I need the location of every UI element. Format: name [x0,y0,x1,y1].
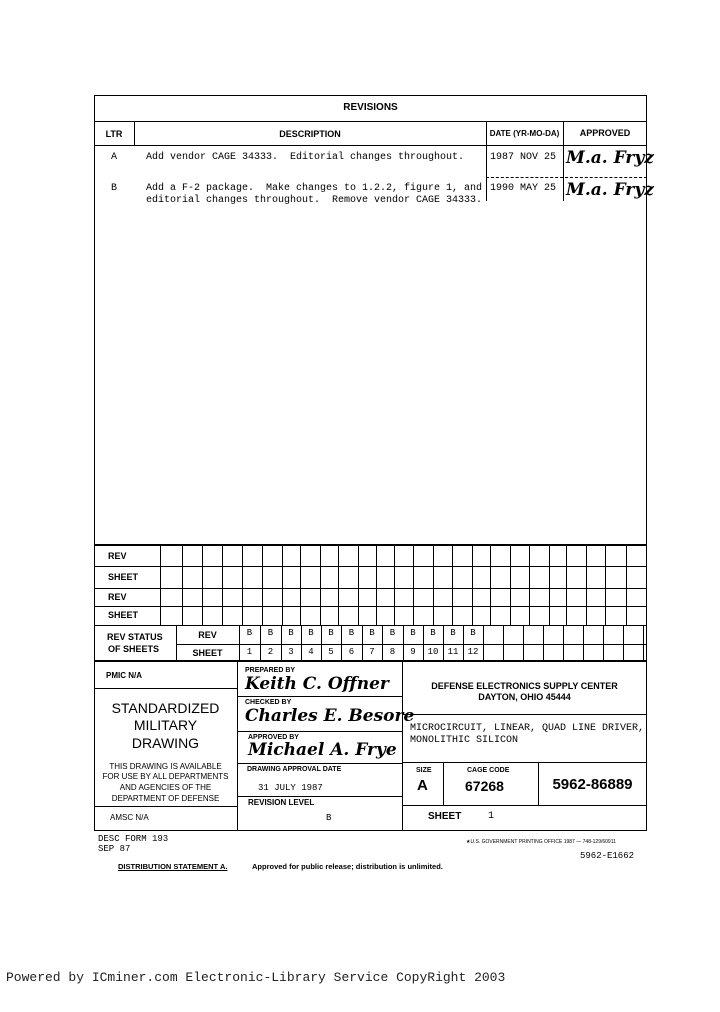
sheet-number-cell: 3 [288,647,294,657]
distribution-text: Approved for public release; distribution is unlimited. [252,862,443,871]
sheet-number-cell: 4 [308,647,314,657]
ltr-header: LTR [105,129,123,139]
prepared-by-signature: Keith C. Offner [245,674,389,694]
approval-date-label: DRAWING APPROVAL DATE [247,766,342,773]
prepared-by-label: PREPARED BY [245,667,296,674]
date-header: DATE (YR-MO-DA) [489,129,560,138]
rev-b-description-line1: Add a F-2 package. Make changes to 1.2.2, figure 1, and [146,183,483,194]
revision-level: B [326,813,332,823]
form-number: DESC FORM 193 [98,834,169,844]
rev-status-label: REV STATUS [107,632,163,642]
distribution-label: DISTRIBUTION STATEMENT A. [118,862,228,871]
approved-header: APPROVED [579,128,631,138]
approved-by-label: APPROVED BY [248,734,299,741]
gpo-notice: ★U.S. GOVERNMENT PRINTING OFFICE 1987 — 748-129/60911 [466,839,616,845]
status-rev-label: REV [198,630,217,640]
rev-label-2: REV [108,592,127,602]
form-date: SEP 87 [98,844,131,854]
rev-status-cell: B [430,628,436,638]
rev-status-cell: B [288,628,294,638]
cage-code-label: CAGE CODE [467,767,510,774]
sheet-label-2: SHEET [108,610,139,620]
standardized-label: STANDARDIZED [111,700,220,716]
description-header: DESCRIPTION [279,129,341,139]
rev-b-date: 1990 MAY 25 [490,183,557,194]
revision-status-grid [94,544,647,662]
sheet-label-1: SHEET [108,572,139,582]
rev-status-cell: B [389,628,396,638]
checked-by-label: CHECKED BY [245,699,292,706]
document-number: 5962-86889 [552,776,633,793]
rev-b-approved-signature: M.a. Fryz [566,180,654,200]
checked-by-signature: Charles E. Besore [245,706,415,726]
sheet-number-cell: 6 [348,647,355,657]
amsc-label: AMSC N/A [110,813,149,822]
sheet-number-cell: 12 [467,647,479,657]
sheet-number-cell: 8 [389,647,396,657]
sheet-number-cell: 2 [267,647,274,657]
rev-status-cell: B [267,628,274,638]
revisions-title: REVISIONS [343,102,398,113]
military-label: MILITARY [133,717,198,733]
cage-code-value: 67268 [465,778,504,794]
sheet-number: 1 [488,811,495,822]
rev-a-description: Add vendor CAGE 34333. Editorial changes throughout. [146,152,465,163]
availability-line-3: AND AGENCIES OF THE [119,783,212,792]
rev-status-cell: B [369,628,375,638]
sheet-number-cell: 11 [447,647,459,657]
sheet-number-cell: 10 [427,647,439,657]
revision-level-label: REVISION LEVEL [248,798,315,807]
rev-a-approved-signature: M.a. Fryz [566,148,654,168]
rev-status-cell: B [246,628,253,638]
availability-line-4: DEPARTMENT OF DEFENSE [111,794,220,803]
document-code: 5962-E1662 [580,851,635,861]
watermark: Powered by ICminer.com Electronic-Library Service CopyRight 2003 [6,970,506,985]
sheet-number-cell: 1 [246,647,253,657]
rev-b-ltr: B [110,183,117,194]
availability-line-1: THIS DRAWING IS AVAILABLE [109,762,222,771]
sheet-number-cell: 5 [328,647,334,657]
of-sheets-label: OF SHEETS [108,644,160,654]
rev-a-ltr: A [110,152,117,163]
device-description-line2: MONOLITHIC SILICON [410,735,519,746]
rev-status-cell: B [470,628,476,638]
rev-status-cell: B [410,628,416,638]
size-label: SIZE [416,767,432,774]
approval-date: 31 JULY 1987 [258,783,323,793]
rev-status-cell: B [308,628,314,638]
agency-location: DAYTON, OHIO 45444 [478,692,571,702]
rev-status-cell: B [450,628,456,638]
drawing-label: DRAWING [131,735,200,751]
agency-name: DEFENSE ELECTRONICS SUPPLY CENTER [431,681,618,691]
rev-status-cell: B [328,628,334,638]
rev-label-1: REV [108,551,127,561]
approved-by-signature: Michael A. Frye [248,740,397,760]
device-description-line1: MICROCIRCUIT, LINEAR, QUAD LINE DRIVER, [410,723,645,734]
rev-b-description-line2: editorial changes throughout. Remove vendor CAGE 34333. [146,195,483,206]
rev-status-cell: B [348,628,355,638]
pmic-label: PMIC N/A [106,671,142,680]
rev-a-date: 1987 NOV 25 [490,152,557,163]
size-value: A [417,777,428,794]
sheet-number-cell: 9 [410,647,416,657]
status-sheet-label: SHEET [192,648,223,658]
sheet-number-cell: 7 [369,647,375,657]
availability-line-2: FOR USE BY ALL DEPARTMENTS [102,772,229,781]
sheet-label: SHEET [428,811,462,822]
